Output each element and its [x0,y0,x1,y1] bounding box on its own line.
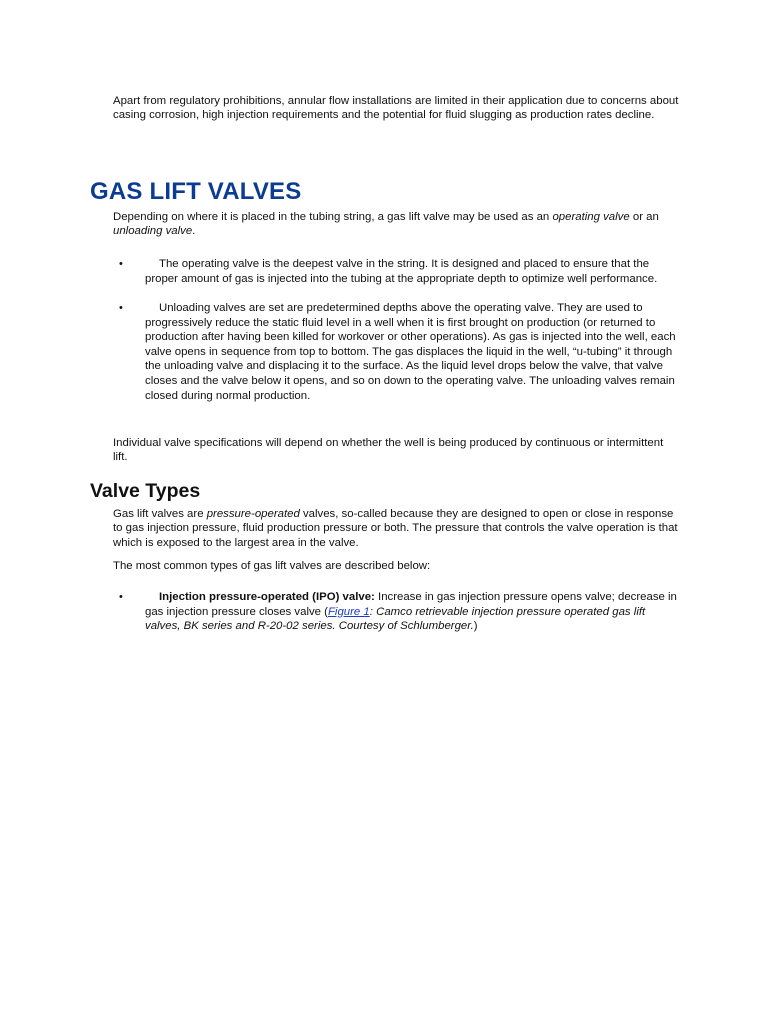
valve-types-paragraph [113,507,679,550]
section-heading-valve-types: Valve Types [90,480,201,502]
bullet-marker: • [119,591,123,603]
gas-lift-lead-paragraph [113,210,679,239]
term-unloading-valve: unloading valve [113,225,193,238]
list-item-operating-valve [145,257,681,286]
valve-types-text-start: Gas lift valves are [113,508,207,520]
closing-parenthesis: ) [473,620,478,633]
valve-types-text-end: valves, so-called because they are designed to open or close in response to gas injection pressure, fluid production pressure or both. The pressure that controls the valve operation is that which is exposed to the largest area in the valve. [113,508,678,549]
lead-text-mid: or an [629,211,659,223]
lead-text-end: . [192,225,196,238]
list-item-text: Unloading valves are set are predetermined depths above the operating valve. They are used to progressively reduce the static fluid level in a well when it is first brought on production (or returned to production after having been killed for workover or other operations). As gas is injected into the well, each valve opens in sequence from top to bottom. The gas displaces the liquid in the well, “u-tubing” it through the unloading valve and displacing it to the surface. As the liquid level drops below the valve, that valve closes and the valve below it opens, and so on down to the operating valve. The unloading valves remain closed during normal production. [145,302,676,402]
term-pressure-operated: pressure-operated [206,508,300,520]
list-item-unloading-valves [145,301,681,403]
list-item-ipo-valve [145,590,681,634]
list-item-text: The operating valve is the deepest valve in the string. It is designed and placed to ensure that the proper amount of gas is injected into the tubing at the appropriate depth to optimize well performance. [145,258,658,285]
common-types-paragraph: The most common types of gas lift valves are described below: [113,560,431,572]
bullet-marker: • [119,302,123,314]
term-operating-valve: operating valve [552,211,630,223]
ipo-valve-term: Injection pressure-operated (IPO) valve: [159,591,375,603]
valve-spec-paragraph: Individual valve specifications will depend on whether the well is being produced by continuous or intermittent lift. [113,437,664,464]
figure-1-link[interactable]: Figure 1 [327,605,370,618]
ipo-valve-description: Increase in gas injection pressure opens valve; decrease in gas injection pressure closes valve ( [145,591,677,618]
figure-1-caption: : Camco retrievable injection pressure operated gas lift valves, BK series and R-20-02 series. Courtesy of Schlumberger. [145,605,646,633]
section-heading-gas-lift-valves: GAS LIFT VALVES [90,178,302,205]
bullet-marker: • [119,258,123,270]
lead-text-start: Depending on where it is placed in the tubing string, a gas lift valve may be used as an [113,211,553,223]
intro-paragraph: Apart from regulatory prohibitions, annular flow installations are limited in their application due to concerns about casing corrosion, high injection requirements and the potential for fluid slugging as production rates decline. [113,95,679,122]
